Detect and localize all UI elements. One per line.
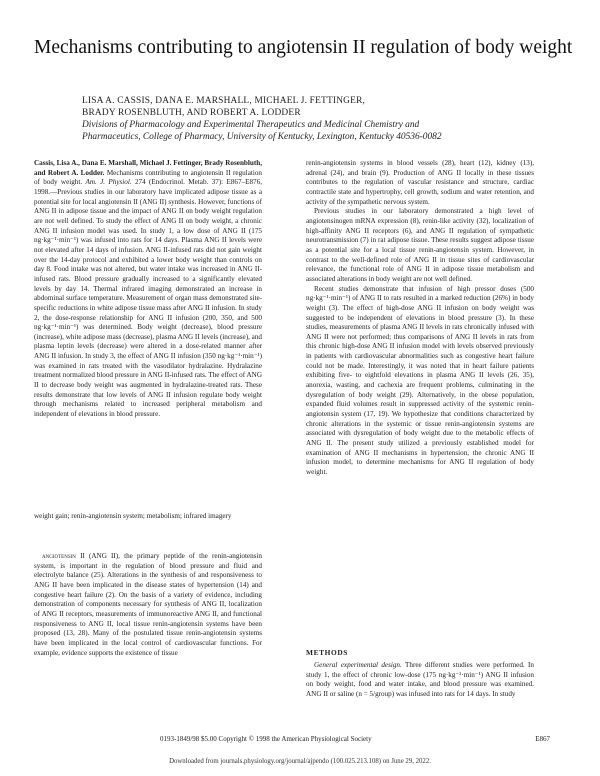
page-title: Mechanisms contributing to angiotensin II regulation of body weight (34, 37, 573, 58)
paragraph: Previous studies in our laboratory demonstrated a high level of angiotensinogen mRNA expression (8), renin-like activity (32), localization of high-affinity ANG II receptors (6), and ANG II regulation of sympathetic neurotransmission (7) in rat adipose tissue. These results suggest adipose tissue as a potential site for a local tissue renin-angiotensin system. However, in contrast to the well-defined role of ANG II in tissue sites of cardiovascular relevance, the functional role of ANG II in adipose tissue metabolism and associated alterations in body weight are not well defined. (306, 207, 534, 283)
section-heading-methods: METHODS (306, 648, 348, 657)
download-note: Downloaded from journals.physiology.org/journal/ajpendo (100.025.213.108) on June 29, 2022. (169, 758, 431, 765)
author-list (82, 96, 582, 119)
intro-body: II (ANG II), the primary peptide of the renin-angiotensin system, is important in the regulation of blood pressure and fluid and electrolyte balance (25). Alterations in the synthesis of and responsiveness to ANG II have been implicated in the disease states of hypertension (14) and congestive heart failure (2). On the basis of a variety of evidence, including demonstration of components necessary for synthesis of ANG II, localization of ANG II receptors, measurements of immunoreactive ANG II, and functional responsiveness to ANG II, local tissue renin-angiotensin systems have been proposed (13, 28). Many of the postulated tissue renin-angiotensin systems have been implicated in the local control of cardiovascular functions. For example, evidence supports the existence of tissue (34, 552, 262, 657)
page-number: E867 (535, 735, 550, 743)
citation-title: Mechanisms contributing to angiotensin II regulation of body weight. (34, 168, 262, 187)
journal-name: Am. J. Physiol. (85, 178, 132, 187)
affiliation-line: Pharmaceutics, College of Pharmacy, University of Kentucky, Lexington, Kentucky 40536-0082 (82, 131, 442, 142)
keywords (34, 512, 262, 522)
affiliation-line: Divisions of Pharmacology and Experimental Therapeutics and Medicinal Chemistry and (82, 120, 420, 130)
right-column-text (306, 159, 534, 478)
abstract-body: Previous studies in our laboratory have implicated adipose tissue as a potential site for local angiotensin II (ANG II) synthesis. However, functions of ANG II in adipose tissue and the impact of ANG II on body weight regulation are not well defined. To study the effect of ANG II on body weight, a chronic ANG II infusion model was used. In study 1, a low dose of ANG II (175 ng·kg⁻¹·min⁻¹) was infused into rats for 14 days. Plasma ANG II levels were not elevated after 14 days of infusion. ANG II-infused rats did not gain weight over the 14-day protocol and exhibited a lower body weight than controls on day 8. Food intake was not altered, but water intake was increased in ANG II-infused rats. Blood pressure gradually increased to a significantly elevated levels by day 14. Thermal infrared imaging demonstrated an increase in abdominal surface temperature. Measurement of organ mass demonstrated site-specific reductions in white adipose tissue mass after ANG II infusion. In study 2, the dose-response relationship for ANG II infusion (200, 350, and 500 ng·kg⁻¹·min⁻¹) was determined. Body weight (decrease), blood pressure (increase), white adipose mass (decrease), plasma ANG II levels (increase), and plasma leptin levels (decrease) were altered in a dose-related manner after ANG II infusion. In study 3, the effect of ANG II infusion (350 ng·kg⁻¹·min⁻¹) was examined in rats treated with the vasodilator hydralazine. Hydralazine treatment normalized blood pressure in ANG II-infused rats. The effect of ANG II to decrease body weight was augmented in hydralazine-treated rats. These results demonstrate that low levels of ANG II infusion regulate body weight through mechanisms related to increased peripheral metabolism and independent of elevations in blood pressure. (34, 187, 262, 419)
paragraph: Recent studies demonstrate that infusion of high pressor doses (500 ng·kg⁻¹·min⁻¹) of ANG II to rats resulted in a marked reduction (26%) in body weight (3). The effect of high-dose ANG II infusion on body weight was suggested to be independent of elevations in blood pressure (3). In these studies, measurements of plasma ANG II levels in rats chronically infused with ANG II were not performed; thus comparisons of ANG II levels in rats from this chronic high-dose ANG II infusion model with levels observed previously in patients with cardiovascular abnormalities such as congestive heart failure could not be made. Interestingly, it was noted that in heart failure patients exhibiting five- to eightfold elevations in plasma ANG II levels (26, 35), anorexia, wasting, and cachexia are frequent problems, culminating in the dysregulation of body weight (29). Alternatively, in the obese population, expanded fluid volumes result in suppressed activity of the systemic renin-angiotensin system (17, 19). We hypothesize that conditions characterized by chronic alterations in the systemic or tissue renin-angiotensin systems are associated with dysregulation of body weight due to the metabolic effects of ANG II. The present study utilized a previously established model for examination of ANG II mechanisms in hypertension, the chronic ANG II infusion model, to determine mechanisms for ANG II regulation of body weight. (306, 284, 534, 476)
methods-subheading: General experimental design. (314, 661, 402, 669)
author-line: BRADY ROSENBLUTH, AND ROBERT A. LODDER (82, 107, 301, 118)
paragraph: renin-angiotensin systems in blood vessels (28), heart (12), kidney (13), adrenal (24), and brain (9). Production of ANG II locally in these tissues contributes to the regulation of vascular resistance and structure, cardiac contractile state and hypertrophy, cell growth, sodium and water retention, and activity of the sympathetic nervous system. (306, 159, 534, 206)
keywords-text: weight gain; renin-angiotensin system; metabolism; infrared imagery (34, 512, 232, 520)
methods-body: Three different studies were performed. In study 1, the effect of chronic low-dose (175 ng·kg⁻¹·min⁻¹) ANG II infusion on body weight, food and water intake, and blood pressure was examined. ANG II or saline (n = 5/group) was infused into rats for 14 days. In study (306, 661, 534, 698)
affiliation (82, 120, 582, 143)
volume-reference: 274 (Endocrinol. Metab. 37): E867–E876, 1998.— (34, 178, 262, 196)
author-line: LISA A. CASSIS, DANA E. MARSHALL, MICHAEL J. FETTINGER, (82, 96, 366, 106)
abstract (34, 159, 262, 420)
citation-authors: Cassis, Lisa A., Dana E. Marshall, Michael J. Fettinger, Brady Rosenbluth, and Robert A. Lodder. (34, 159, 262, 177)
intro-lead: angiotensin (42, 552, 76, 560)
introduction (34, 552, 262, 658)
copyright-line: 0193-1849/98 $5.00 Copyright © 1998 the American Physiological Society (160, 735, 372, 743)
page-footer (160, 735, 550, 743)
methods-text (306, 661, 534, 700)
